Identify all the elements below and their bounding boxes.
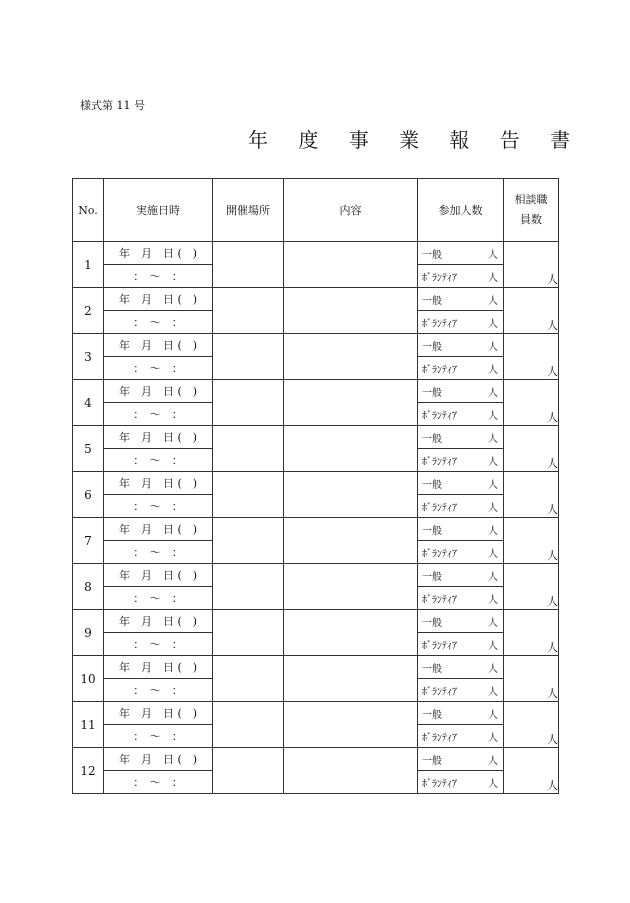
general-label: 一般 <box>422 387 442 399</box>
person-unit: 人 <box>488 732 498 744</box>
row-number: 6 <box>73 472 104 518</box>
person-unit: 人 <box>488 594 498 606</box>
table-row <box>73 334 559 357</box>
volunteer-label: ﾎﾞﾗﾝﾃｨｱ <box>422 686 457 698</box>
volunteer-count-cell[interactable] <box>418 541 504 564</box>
general-count-cell[interactable] <box>418 518 504 541</box>
content-cell[interactable] <box>284 702 418 748</box>
time-cell[interactable]: ： 〜 ： <box>104 403 213 426</box>
person-unit: 人 <box>488 364 498 376</box>
time-cell[interactable]: ： 〜 ： <box>104 265 213 288</box>
staff-count-cell[interactable]: 人 <box>504 472 559 518</box>
general-count-cell[interactable] <box>418 426 504 449</box>
person-unit: 人 <box>488 433 498 445</box>
person-unit: 人 <box>488 686 498 698</box>
volunteer-label: ﾎﾞﾗﾝﾃｨｱ <box>422 594 457 606</box>
date-cell[interactable]: 年 月 日 ( ) <box>104 564 213 587</box>
date-cell[interactable]: 年 月 日 ( ) <box>104 472 213 495</box>
row-number: 11 <box>73 702 104 748</box>
time-cell[interactable]: ： 〜 ： <box>104 357 213 380</box>
report-body <box>73 242 559 794</box>
person-unit: 人 <box>488 479 498 491</box>
row-number: 9 <box>73 610 104 656</box>
table-row <box>73 380 559 403</box>
general-label: 一般 <box>422 571 442 583</box>
date-cell[interactable]: 年 月 日 ( ) <box>104 288 213 311</box>
venue-cell[interactable] <box>213 426 284 472</box>
staff-count-cell[interactable]: 人 <box>504 242 559 288</box>
table-row <box>73 702 559 725</box>
date-cell[interactable]: 年 月 日 ( ) <box>104 518 213 541</box>
time-cell[interactable]: ： 〜 ： <box>104 449 213 472</box>
date-cell[interactable]: 年 月 日 ( ) <box>104 380 213 403</box>
staff-count-cell[interactable]: 人 <box>504 610 559 656</box>
person-unit: 人 <box>488 640 498 652</box>
general-label: 一般 <box>422 525 442 537</box>
volunteer-count-cell[interactable] <box>418 587 504 610</box>
content-cell[interactable] <box>284 748 418 794</box>
staff-count-cell[interactable]: 人 <box>504 518 559 564</box>
content-cell[interactable] <box>284 656 418 702</box>
staff-count-cell[interactable]: 人 <box>504 288 559 334</box>
staff-count-cell[interactable]: 人 <box>504 656 559 702</box>
content-cell[interactable] <box>284 380 418 426</box>
staff-count-cell[interactable]: 人 <box>504 748 559 794</box>
date-cell[interactable]: 年 月 日 ( ) <box>104 656 213 679</box>
table-row <box>73 242 559 265</box>
time-cell[interactable]: ： 〜 ： <box>104 587 213 610</box>
person-unit: 人 <box>488 571 498 583</box>
venue-cell[interactable] <box>213 518 284 564</box>
general-label: 一般 <box>422 295 442 307</box>
venue-cell[interactable] <box>213 288 284 334</box>
table-row <box>73 564 559 587</box>
staff-count-cell[interactable]: 人 <box>504 426 559 472</box>
date-cell[interactable]: 年 月 日 ( ) <box>104 242 213 265</box>
person-unit: 人 <box>488 755 498 767</box>
person-unit: 人 <box>488 456 498 468</box>
general-count-cell[interactable] <box>418 288 504 311</box>
venue-cell[interactable] <box>213 656 284 702</box>
content-cell[interactable] <box>284 288 418 334</box>
row-number: 3 <box>73 334 104 380</box>
person-unit: 人 <box>488 548 498 560</box>
volunteer-label: ﾎﾞﾗﾝﾃｨｱ <box>422 364 457 376</box>
header-staff-line2: 員数 <box>520 213 542 226</box>
general-label: 一般 <box>422 341 442 353</box>
document-title: 年 度 事 業 報 告 書 <box>248 128 583 152</box>
venue-cell[interactable] <box>213 564 284 610</box>
person-unit: 人 <box>488 318 498 330</box>
content-cell[interactable] <box>284 334 418 380</box>
general-label: 一般 <box>422 249 442 261</box>
person-unit: 人 <box>488 778 498 790</box>
time-cell[interactable]: ： 〜 ： <box>104 495 213 518</box>
person-unit: 人 <box>488 341 498 353</box>
general-count-cell[interactable] <box>418 610 504 633</box>
volunteer-label: ﾎﾞﾗﾝﾃｨｱ <box>422 456 457 468</box>
header-no: No. <box>73 179 104 242</box>
header-content: 内容 <box>284 179 418 242</box>
volunteer-count-cell[interactable] <box>418 679 504 702</box>
table-row <box>73 610 559 633</box>
venue-cell[interactable] <box>213 748 284 794</box>
volunteer-count-cell[interactable] <box>418 357 504 380</box>
volunteer-count-cell[interactable] <box>418 725 504 748</box>
general-label: 一般 <box>422 755 442 767</box>
content-cell[interactable] <box>284 242 418 288</box>
volunteer-label: ﾎﾞﾗﾝﾃｨｱ <box>422 318 457 330</box>
time-cell[interactable]: ： 〜 ： <box>104 541 213 564</box>
person-unit: 人 <box>488 272 498 284</box>
volunteer-count-cell[interactable] <box>418 495 504 518</box>
volunteer-label: ﾎﾞﾗﾝﾃｨｱ <box>422 502 457 514</box>
person-unit: 人 <box>488 617 498 629</box>
volunteer-count-cell[interactable] <box>418 403 504 426</box>
header-participants: 参加人数 <box>418 179 504 242</box>
volunteer-label: ﾎﾞﾗﾝﾃｨｱ <box>422 548 457 560</box>
volunteer-count-cell[interactable] <box>418 265 504 288</box>
general-count-cell[interactable] <box>418 702 504 725</box>
table-row <box>73 656 559 679</box>
general-label: 一般 <box>422 709 442 721</box>
staff-count-cell[interactable]: 人 <box>504 564 559 610</box>
row-number: 8 <box>73 564 104 610</box>
content-cell[interactable] <box>284 518 418 564</box>
person-unit: 人 <box>488 410 498 422</box>
row-number: 2 <box>73 288 104 334</box>
content-cell[interactable] <box>284 610 418 656</box>
general-label: 一般 <box>422 663 442 675</box>
header-row <box>73 179 559 242</box>
header-staff <box>504 179 559 242</box>
header-venue: 開催場所 <box>213 179 284 242</box>
time-cell[interactable]: ： 〜 ： <box>104 679 213 702</box>
date-cell[interactable]: 年 月 日 ( ) <box>104 426 213 449</box>
general-count-cell[interactable] <box>418 564 504 587</box>
table-row <box>73 518 559 541</box>
general-label: 一般 <box>422 617 442 629</box>
person-unit: 人 <box>488 502 498 514</box>
general-count-cell[interactable] <box>418 748 504 771</box>
time-cell[interactable]: ： 〜 ： <box>104 725 213 748</box>
general-count-cell[interactable] <box>418 656 504 679</box>
header-date: 実施日時 <box>104 179 213 242</box>
table-row <box>73 426 559 449</box>
header-staff-line1: 相談職 <box>514 193 548 206</box>
venue-cell[interactable] <box>213 334 284 380</box>
row-number: 4 <box>73 380 104 426</box>
volunteer-label: ﾎﾞﾗﾝﾃｨｱ <box>422 778 457 790</box>
volunteer-count-cell[interactable] <box>418 633 504 656</box>
volunteer-label: ﾎﾞﾗﾝﾃｨｱ <box>422 272 457 284</box>
venue-cell[interactable] <box>213 472 284 518</box>
date-cell[interactable]: 年 月 日 ( ) <box>104 334 213 357</box>
general-label: 一般 <box>422 433 442 445</box>
volunteer-count-cell[interactable] <box>418 449 504 472</box>
volunteer-count-cell[interactable] <box>418 311 504 334</box>
venue-cell[interactable] <box>213 610 284 656</box>
general-label: 一般 <box>422 479 442 491</box>
row-number: 10 <box>73 656 104 702</box>
person-unit: 人 <box>488 295 498 307</box>
person-unit: 人 <box>488 663 498 675</box>
venue-cell[interactable] <box>213 380 284 426</box>
staff-count-cell[interactable]: 人 <box>504 702 559 748</box>
general-count-cell[interactable] <box>418 472 504 495</box>
table-row <box>73 288 559 311</box>
volunteer-count-cell[interactable] <box>418 771 504 794</box>
person-unit: 人 <box>488 249 498 261</box>
time-cell[interactable]: ： 〜 ： <box>104 771 213 794</box>
general-count-cell[interactable] <box>418 380 504 403</box>
volunteer-label: ﾎﾞﾗﾝﾃｨｱ <box>422 732 457 744</box>
row-number: 12 <box>73 748 104 794</box>
table-row <box>73 472 559 495</box>
volunteer-label: ﾎﾞﾗﾝﾃｨｱ <box>422 410 457 422</box>
staff-count-cell[interactable]: 人 <box>504 334 559 380</box>
date-cell[interactable]: 年 月 日 ( ) <box>104 610 213 633</box>
content-cell[interactable] <box>284 564 418 610</box>
time-cell[interactable]: ： 〜 ： <box>104 311 213 334</box>
time-cell[interactable]: ： 〜 ： <box>104 633 213 656</box>
form-number: 様式第 11 号 <box>80 99 145 112</box>
row-number: 7 <box>73 518 104 564</box>
content-cell[interactable] <box>284 426 418 472</box>
person-unit: 人 <box>488 709 498 721</box>
general-count-cell[interactable] <box>418 242 504 265</box>
venue-cell[interactable] <box>213 702 284 748</box>
date-cell[interactable]: 年 月 日 ( ) <box>104 748 213 771</box>
general-count-cell[interactable] <box>418 334 504 357</box>
staff-count-cell[interactable]: 人 <box>504 380 559 426</box>
person-unit: 人 <box>488 525 498 537</box>
person-unit: 人 <box>488 387 498 399</box>
row-number: 5 <box>73 426 104 472</box>
report-table <box>72 178 559 794</box>
row-number: 1 <box>73 242 104 288</box>
volunteer-label: ﾎﾞﾗﾝﾃｨｱ <box>422 640 457 652</box>
date-cell[interactable]: 年 月 日 ( ) <box>104 702 213 725</box>
content-cell[interactable] <box>284 472 418 518</box>
table-row <box>73 748 559 771</box>
venue-cell[interactable] <box>213 242 284 288</box>
